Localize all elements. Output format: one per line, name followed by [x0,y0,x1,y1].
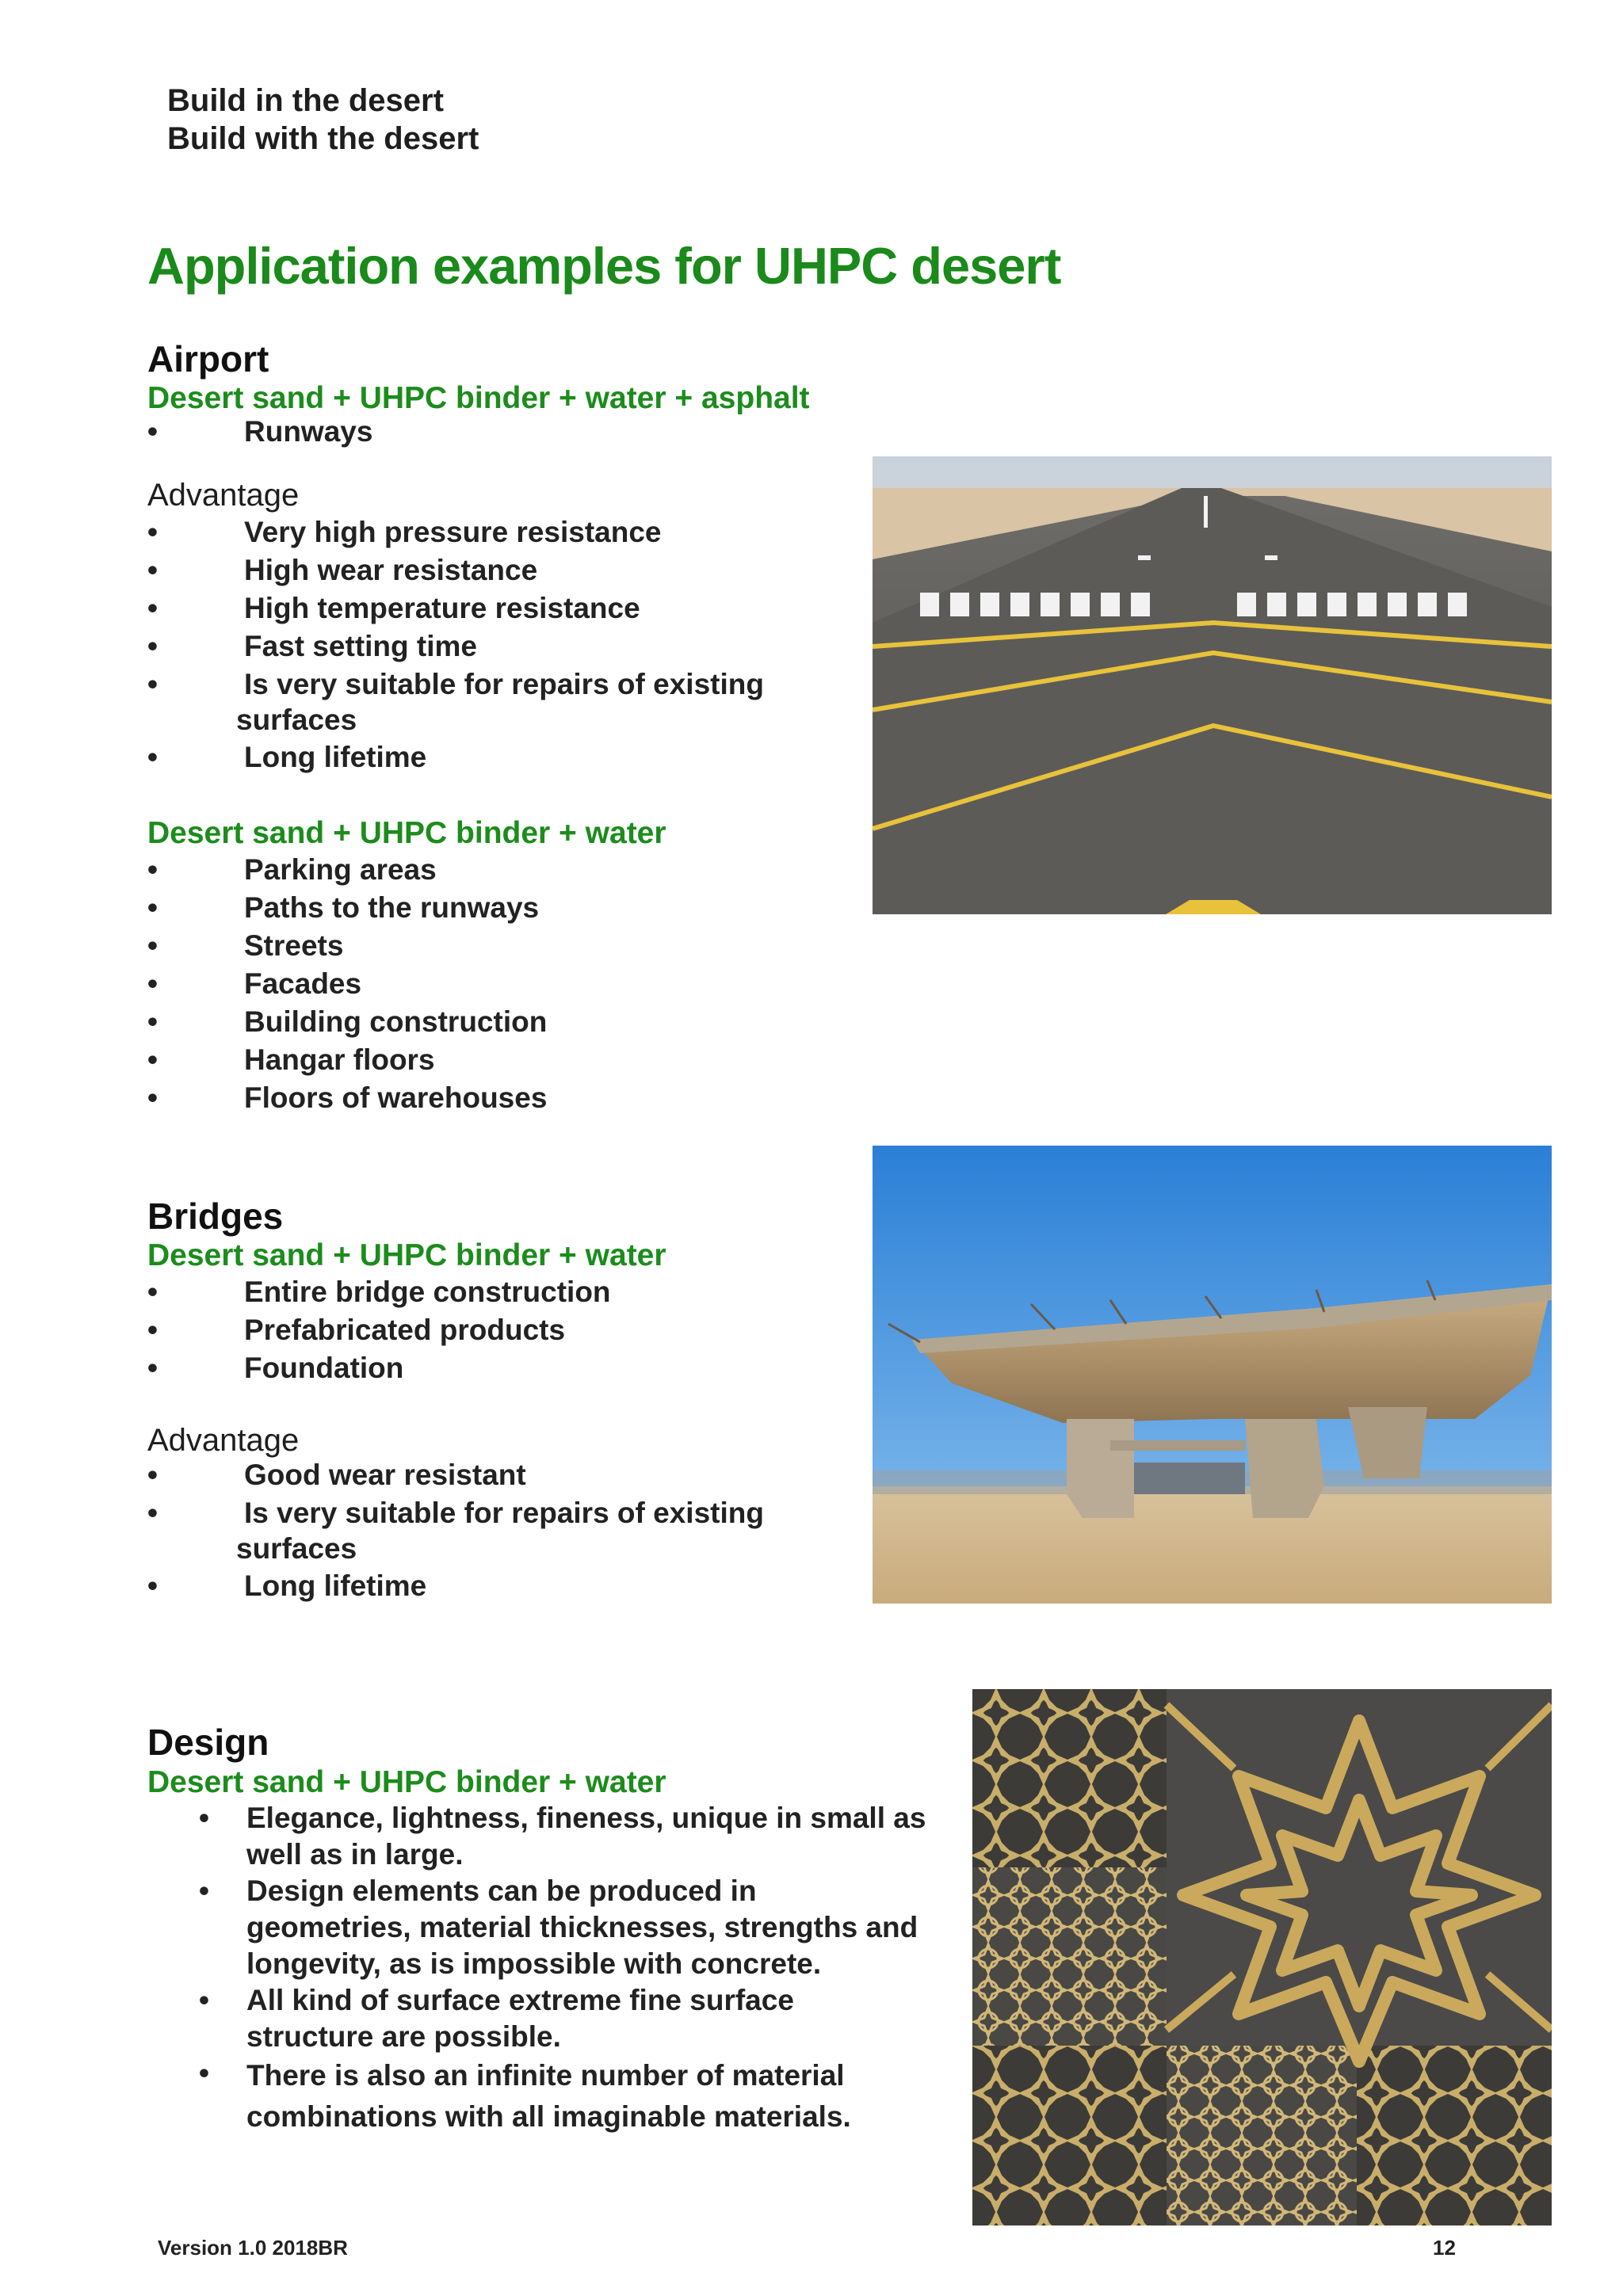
airport-mix-1: Desert sand + UHPC binder + water + asphalt [147,381,810,415]
bullet: • [147,1005,158,1038]
bullet: • [147,1459,158,1491]
bullet: • [147,630,158,662]
bullet: • [199,1984,209,2016]
bullet: • [147,853,158,886]
bullet: • [147,554,158,586]
list-item: • All kind of surface extreme fine surface structure are possible. [199,1984,794,2053]
bridges-heading: Bridges [147,1196,284,1237]
bullet: • [147,1497,158,1529]
bullet: • [147,592,158,624]
bullet: • [147,1569,158,1602]
header-line-2: Build with the desert [167,121,479,156]
bullet: • [147,1081,158,1114]
page-number: 12 [1433,2236,1456,2260]
page-title: Application examples for UHPC desert [147,237,1061,295]
bullet: • [147,967,158,1000]
list-item-continuation: surfaces [236,704,357,736]
design-heading: Design [147,1722,269,1763]
bullet: • [147,1314,158,1346]
bullet: • [147,741,158,773]
bullet: • [147,1043,158,1076]
bullet: • [199,2057,209,2089]
bridges-advantage-label: Advantage [147,1423,300,1458]
bridges-mix: Desert sand + UHPC binder + water [147,1238,666,1272]
bullet: • [147,668,158,700]
design-mix: Desert sand + UHPC binder + water [147,1765,666,1799]
list-item: • Design elements can be produced in geometries, material thicknesses, strengths and longevity, as is impossible with concrete. [199,1875,918,1980]
bullet: • [199,1875,209,1907]
header-line-1: Build in the desert [167,83,444,118]
footer-version: Version 1.0 2018BR [158,2236,348,2260]
airport-heading: Airport [147,338,269,379]
bullet: • [147,1352,158,1384]
bullet: • [147,516,158,548]
airport-advantage-label: Advantage [147,478,300,513]
bullet: • [147,891,158,924]
runway-photo [873,456,1552,914]
bullet: • [147,929,158,962]
bullet: • [199,1802,209,1834]
bridge-photo [873,1146,1552,1604]
bullet: • [147,415,158,448]
list-item: • Elegance, lightness, fineness, unique in small as well as in large. [199,1802,926,1871]
design-pattern-photo [972,1689,1552,2225]
airport-mix-2: Desert sand + UHPC binder + water [147,816,666,850]
list-item-continuation: surfaces [236,1532,357,1565]
bullet: • [147,1276,158,1308]
list-item: • There is also an infinite number of material combinations with all imaginable materials. [199,2057,851,2133]
